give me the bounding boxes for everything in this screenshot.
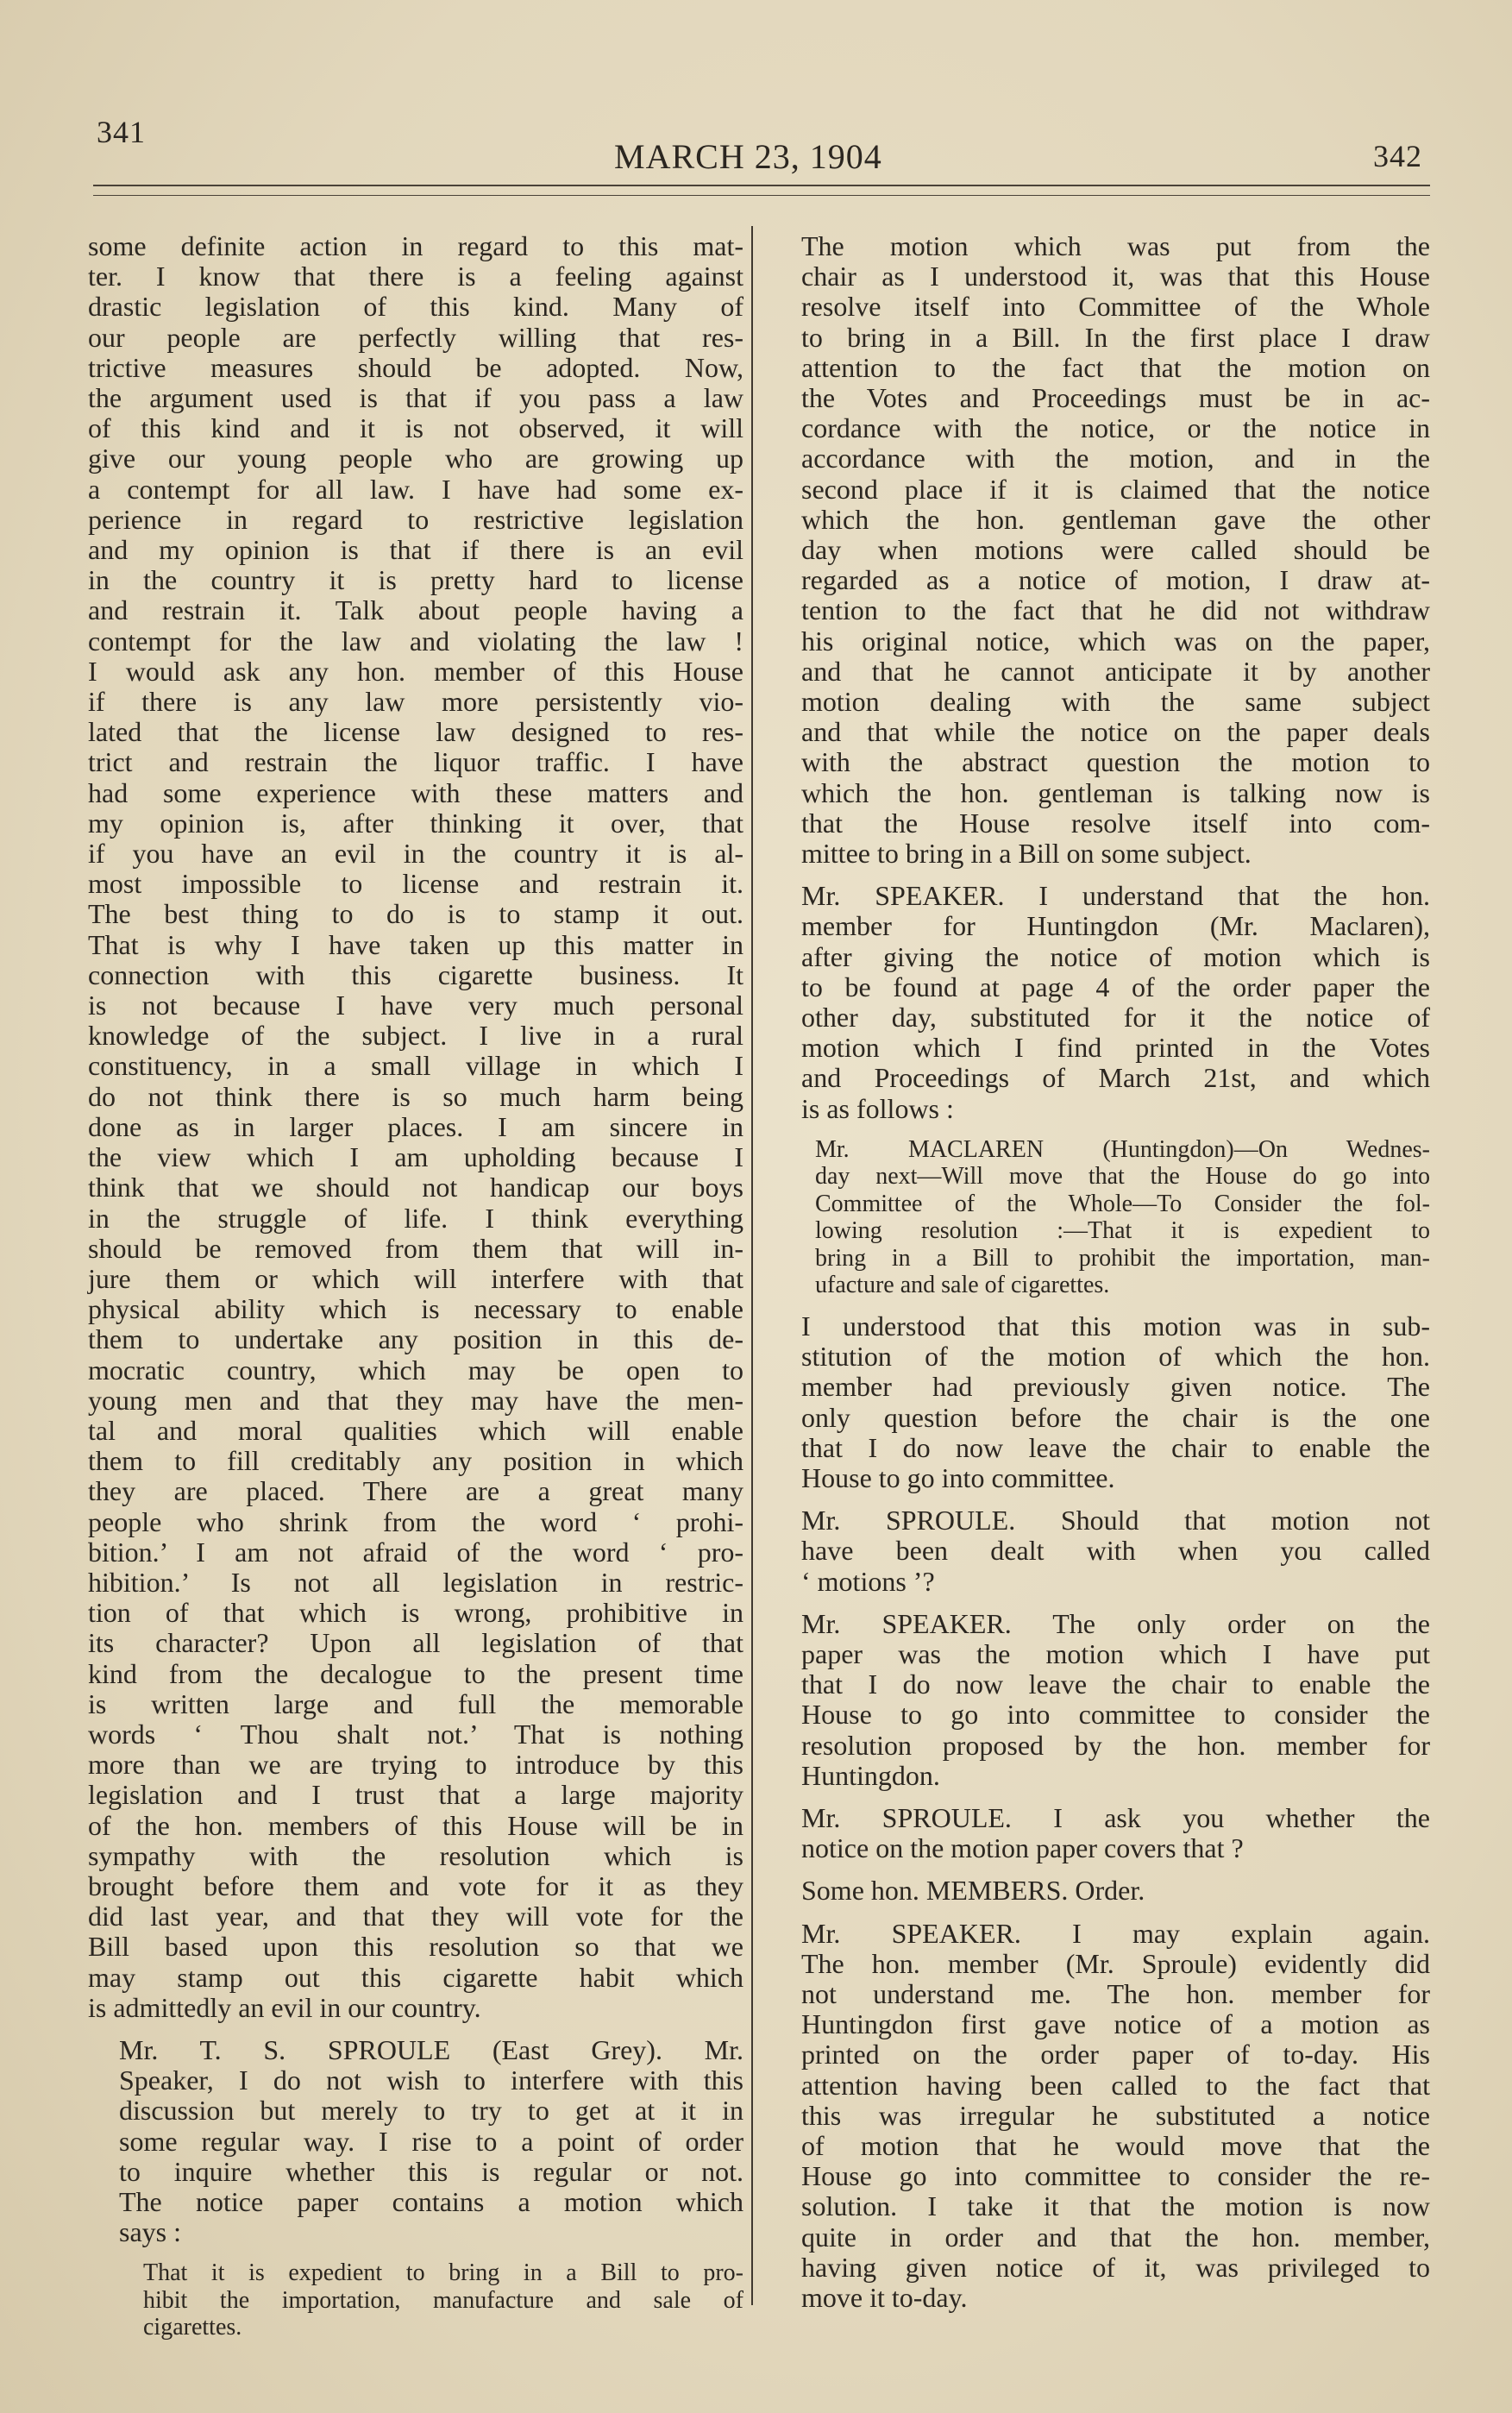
- text-line: day when motions were called should be: [801, 534, 1430, 566]
- left-paragraph-sproule: [88, 2035, 743, 2247]
- text-line: The motion which was put from the: [801, 230, 1430, 261]
- text-line: Mr. SPEAKER. The only order on the: [801, 1607, 1430, 1639]
- page-date-header: MARCH 23, 1904: [614, 137, 882, 176]
- text-line: day next—Will move that the House do go into: [815, 1163, 1430, 1191]
- text-line: hibition.’ Is not all legislation in restric-: [88, 1566, 743, 1598]
- text-line: tion of that which is wrong, prohibitive in: [88, 1597, 743, 1629]
- text-line: regarded as a notice of motion, I draw at-: [801, 564, 1430, 596]
- text-line: having given notice of it, was privileged to: [801, 2251, 1430, 2283]
- text-line: more than we are trying to introduce by this: [88, 1749, 743, 1781]
- right-paragraph-speaker-3: [770, 1919, 1430, 2314]
- text-line: mittee to bring in a Bill on some subject.: [801, 838, 1252, 870]
- text-line: That is why I have taken up this matter in: [88, 928, 743, 960]
- text-line: and that while the notice on the paper deals: [801, 716, 1430, 748]
- column-divider: [751, 226, 753, 2305]
- text-line: do not think there is so much harm being: [88, 1080, 743, 1112]
- text-line: have been dealt with when you called: [801, 1535, 1430, 1567]
- left-quoted-notice: [119, 2259, 743, 2341]
- text-line: I would ask any hon. member of this House: [88, 655, 743, 687]
- text-line: them to fill creditably any position in which: [88, 1445, 743, 1477]
- text-line: Some hon. MEMBERS. Order.: [801, 1875, 1145, 1907]
- header-rule-thin: [93, 195, 1430, 196]
- text-line: the Votes and Proceedings must be in ac-: [801, 382, 1430, 414]
- text-line: cordance with the notice, or the notice in: [801, 412, 1430, 444]
- text-line: kind from the decalogue to the present time: [88, 1657, 743, 1689]
- text-line: trict and restrain the liquor traffic. I have: [88, 746, 743, 778]
- text-line: may stamp out this cigarette habit which: [88, 1961, 743, 1993]
- text-line: to bring in a Bill. In the first place I draw: [801, 321, 1430, 353]
- text-line: The best thing to do is to stamp it out.: [88, 898, 743, 930]
- text-line: jure them or which will interfere with that: [88, 1262, 743, 1294]
- text-line: House to go into committee.: [801, 1461, 1115, 1493]
- right-column: [770, 231, 1430, 2325]
- text-line: is admittedly an evil in our country.: [88, 1991, 481, 2023]
- text-line: House to go into committee to consider the: [801, 1699, 1430, 1731]
- right-paragraph-speaker-2: [770, 1609, 1430, 1791]
- text-line: the view which I am upholding because I: [88, 1141, 743, 1173]
- text-line: cigarettes.: [143, 2314, 242, 2341]
- text-line: is written large and full the memorable: [88, 1687, 743, 1719]
- text-line: sympathy with the resolution which is: [88, 1839, 743, 1871]
- text-line: of motion that he would move that the: [801, 2129, 1430, 2161]
- text-line: they are placed. There are a great many: [88, 1475, 743, 1507]
- text-line: contempt for the law and violating the law !: [88, 625, 743, 657]
- text-line: quite in order and that the hon. member,: [801, 2221, 1430, 2253]
- text-line: trictive measures should be adopted. Now,: [88, 351, 743, 383]
- text-line: lowing resolution :—That it is expedient to: [815, 1217, 1430, 1245]
- text-line: Bill based upon this resolution so that we: [88, 1931, 743, 1963]
- right-quoted-motion: [791, 1136, 1430, 1299]
- text-line: notice on the motion paper covers that ?: [801, 1832, 1244, 1864]
- text-line: words ‘ Thou shalt not.’ That is nothing: [88, 1718, 743, 1750]
- page-number-left: 341: [97, 115, 146, 149]
- text-line: paper was the motion which I have put: [801, 1637, 1430, 1669]
- text-line: the argument used is that if you pass a law: [88, 382, 743, 414]
- text-line: ter. I know that there is a feeling against: [88, 261, 743, 292]
- right-paragraph-3: [770, 1311, 1430, 1493]
- text-line: second place if it is claimed that the notice: [801, 473, 1430, 505]
- text-line: member for Huntingdon (Mr. Maclaren),: [801, 910, 1430, 942]
- text-line: Committee of the Whole—To Consider the fol-: [815, 1190, 1430, 1217]
- text-line: this was irregular he substituted a notice: [801, 2099, 1430, 2131]
- text-line: resolve itself into Committee of the Whole: [801, 291, 1430, 323]
- text-line: bring in a Bill to prohibit the importation, man-: [815, 1244, 1430, 1272]
- text-line: Mr. SPROULE. I ask you whether the: [801, 1801, 1430, 1833]
- text-line: that I do now leave the chair to enable the: [801, 1431, 1430, 1463]
- text-line: member had previously given notice. The: [801, 1371, 1430, 1403]
- text-line: chair as I understood it, was that this House: [801, 261, 1430, 292]
- text-line: of the hon. members of this House will be in: [88, 1809, 743, 1841]
- text-line: in the country it is pretty hard to license: [88, 564, 743, 596]
- text-line: Huntingdon first gave notice of a motion as: [801, 2008, 1430, 2040]
- text-line: think that we should not handicap our boys: [88, 1172, 743, 1203]
- text-line: some definite action in regard to this mat-: [88, 230, 743, 261]
- right-paragraph-sproule-1: [770, 1505, 1430, 1597]
- text-line: tention to the fact that he did not withdraw: [801, 594, 1430, 626]
- text-line: mocratic country, which may be open to: [88, 1354, 743, 1386]
- text-line: House go into committee to consider the re-: [801, 2160, 1430, 2192]
- text-line: Mr. MACLAREN (Huntingdon)—On Wednes-: [815, 1135, 1430, 1163]
- text-line: only question before the chair is the one: [801, 1401, 1430, 1433]
- text-line: tal and moral qualities which will enable: [88, 1414, 743, 1446]
- text-line: Mr. T. S. SPROULE (East Grey). Mr.: [119, 2033, 743, 2065]
- right-paragraph-members: [770, 1876, 1430, 1906]
- text-line: The hon. member (Mr. Sproule) evidently did: [801, 1947, 1430, 1979]
- text-line: and that he cannot anticipate it by another: [801, 655, 1430, 687]
- text-line: attention having been called to the fact that: [801, 2069, 1430, 2101]
- text-line: stitution of the motion of which the hon.: [801, 1341, 1430, 1373]
- text-line: if you have an evil in the country it is al-: [88, 838, 743, 870]
- text-line: which the hon. gentleman is talking now is: [801, 776, 1430, 808]
- right-paragraph-speaker-1: [770, 881, 1430, 1124]
- text-line: did last year, and that they will vote for the: [88, 1901, 743, 1932]
- text-line: The notice paper contains a motion which: [119, 2186, 743, 2217]
- text-line: most impossible to license and restrain it.: [88, 868, 743, 900]
- header-rule: [93, 185, 1430, 186]
- text-line: not understand me. The hon. member for: [801, 1977, 1430, 2009]
- text-line: of this kind and it is not observed, it will: [88, 412, 743, 444]
- text-line: give our young people who are growing up: [88, 443, 743, 474]
- text-line: them to undertake any position in this de-: [88, 1323, 743, 1355]
- text-line: legislation and I trust that a large majority: [88, 1779, 743, 1811]
- text-line: discussion but merely to try to get at it in: [119, 2095, 743, 2127]
- text-line: physical ability which is necessary to enable: [88, 1293, 743, 1325]
- text-line: in the struggle of life. I think everything: [88, 1202, 743, 1234]
- text-line: other day, substituted for it the notice of: [801, 1002, 1430, 1034]
- text-line: a contempt for all law. I have had some ex-: [88, 473, 743, 505]
- text-line: with the abstract question the motion to: [801, 746, 1430, 778]
- text-line: his original notice, which was on the paper,: [801, 625, 1430, 657]
- text-line: ufacture and sale of cigarettes.: [815, 1272, 1110, 1299]
- text-line: motion which I find printed in the Votes: [801, 1032, 1430, 1064]
- text-line: its character? Upon all legislation of that: [88, 1627, 743, 1659]
- text-line: constituency, in a small village in which I: [88, 1050, 743, 1082]
- text-line: move it to-day.: [801, 2281, 968, 2313]
- text-line: knowledge of the subject. I live in a rural: [88, 1020, 743, 1052]
- text-line: and restrain it. Talk about people having a: [88, 594, 743, 626]
- text-line: is not because I have very much personal: [88, 990, 743, 1021]
- text-line: to inquire whether this is regular or not.: [119, 2155, 743, 2187]
- text-line: that the House resolve itself into com-: [801, 807, 1430, 839]
- text-line: to be found at page 4 of the order paper the: [801, 971, 1430, 1002]
- left-column: [88, 231, 743, 2353]
- text-line: bition.’ I am not afraid of the word ‘ pro-: [88, 1536, 743, 1568]
- text-line: drastic legislation of this kind. Many of: [88, 291, 743, 323]
- text-line: people who shrink from the word ‘ prohi-: [88, 1505, 743, 1537]
- text-line: some regular way. I rise to a point of order: [119, 2125, 743, 2157]
- text-line: after giving the notice of motion which is: [801, 940, 1430, 972]
- text-line: accordance with the motion, and in the: [801, 443, 1430, 474]
- text-line: attention to the fact that the motion on: [801, 351, 1430, 383]
- text-line: says :: [119, 2216, 181, 2248]
- text-line: our people are perfectly willing that res-: [88, 321, 743, 353]
- left-paragraph-1: [88, 231, 743, 2023]
- text-line: and Proceedings of March 21st, and which: [801, 1062, 1430, 1094]
- text-line: connection with this cigarette business. It: [88, 958, 743, 990]
- text-line: Speaker, I do not wish to interfere with this: [119, 2064, 743, 2096]
- text-line: Mr. SPEAKER. I understand that the hon.: [801, 880, 1430, 912]
- text-line: brought before them and vote for it as they: [88, 1869, 743, 1901]
- text-line: that I do now leave the chair to enable the: [801, 1668, 1430, 1700]
- text-line: That it is expedient to bring in a Bill to pro-: [143, 2259, 743, 2287]
- text-line: should be removed from them that will in-: [88, 1232, 743, 1264]
- text-line: and my opinion is that if there is an evil: [88, 534, 743, 566]
- text-line: perience in regard to restrictive legislation: [88, 503, 743, 535]
- text-line: young men and that they may have the men-: [88, 1384, 743, 1416]
- text-line: solution. I take it that the motion is now: [801, 2190, 1430, 2222]
- page-number-right: 342: [1373, 139, 1422, 173]
- text-line: hibit the importation, manufacture and sale of: [143, 2286, 743, 2314]
- right-paragraph-sproule-2: [770, 1803, 1430, 1863]
- text-line: had some experience with these matters and: [88, 776, 743, 808]
- text-line: Mr. SPROULE. Should that motion not: [801, 1505, 1430, 1536]
- text-line: Huntingdon.: [801, 1759, 940, 1791]
- text-line: motion dealing with the same subject: [801, 686, 1430, 718]
- text-line: if there is any law more persistently vio-: [88, 686, 743, 718]
- text-line: Mr. SPEAKER. I may explain again.: [801, 1917, 1430, 1949]
- text-line: done as in larger places. I am sincere in: [88, 1110, 743, 1142]
- text-line: I understood that this motion was in sub-: [801, 1310, 1430, 1342]
- right-paragraph-1: [770, 231, 1430, 869]
- text-line: is as follows :: [801, 1092, 954, 1124]
- text-line: printed on the order paper of to-day. His: [801, 2039, 1430, 2071]
- text-line: my opinion is, after thinking it over, that: [88, 807, 743, 839]
- text-line: which the hon. gentleman gave the other: [801, 503, 1430, 535]
- text-line: lated that the license law designed to res-: [88, 716, 743, 748]
- text-line: ‘ motions ’?: [801, 1565, 935, 1597]
- text-line: resolution proposed by the hon. member for: [801, 1729, 1430, 1761]
